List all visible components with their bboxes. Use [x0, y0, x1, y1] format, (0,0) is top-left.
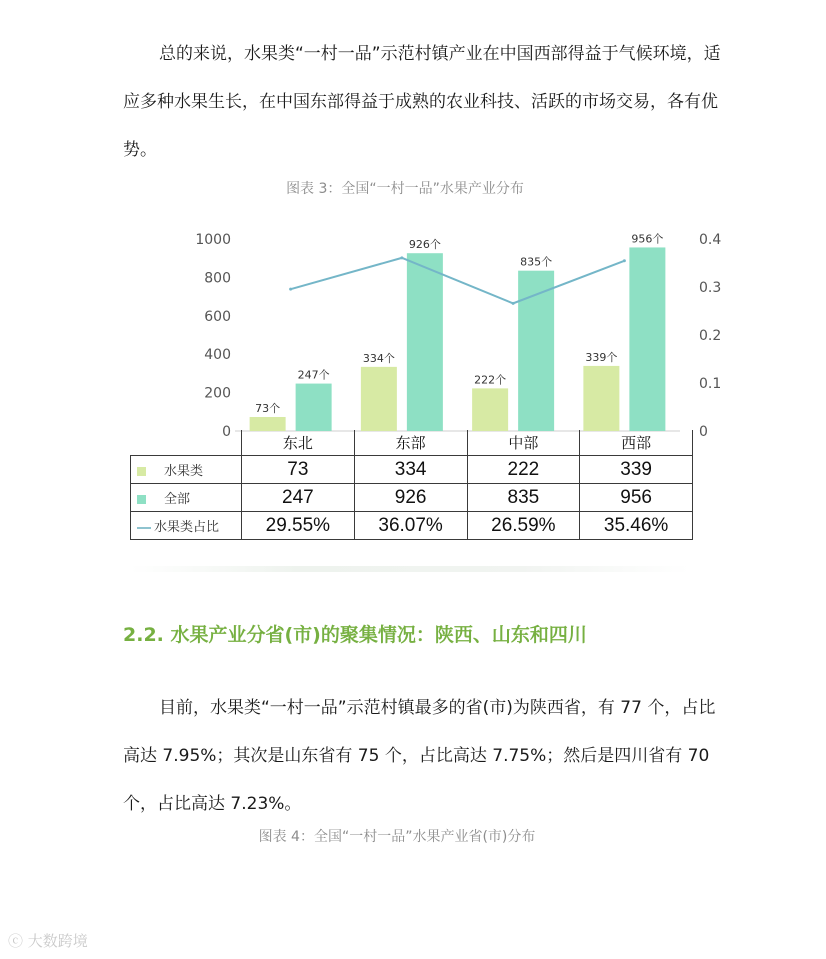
y-right-tick-label: 0.4 — [699, 232, 722, 248]
category-label: 中部 — [467, 430, 580, 456]
legend-all: 全部 — [131, 484, 242, 512]
bar-value-label: 956个 — [631, 232, 664, 246]
y-right-tick-label: 0 — [699, 424, 708, 437]
chart-caption-4: 图表 4：全国“一村一品”水果产业省(市)分布 — [258, 829, 536, 845]
bar-fruit — [583, 366, 619, 431]
category-header-row — [131, 430, 693, 456]
table-cell: 956 — [580, 484, 693, 512]
category-label: 西部 — [580, 430, 693, 456]
bar-fruit — [250, 417, 286, 431]
table-cell: 26.59% — [467, 512, 580, 540]
table-row — [131, 484, 693, 512]
y-left-tick-label: 0 — [222, 424, 231, 437]
ratio-series-line — [291, 255, 625, 304]
bar-value-label: 247个 — [297, 368, 330, 382]
table-cell: 334 — [354, 456, 467, 484]
all-swatch-icon — [137, 495, 146, 504]
bar-value-label: 835个 — [520, 255, 553, 269]
fruit-swatch-icon — [137, 467, 146, 476]
y-left-tick-label: 200 — [204, 385, 231, 402]
bar-all — [296, 384, 332, 431]
bar-value-label: 339个 — [585, 350, 618, 364]
y-left-tick-label: 400 — [204, 347, 231, 364]
table-cell: 35.46% — [580, 512, 693, 540]
bar-fruit — [472, 388, 508, 431]
bar-value-label: 334个 — [362, 351, 395, 365]
table-cell: 835 — [467, 484, 580, 512]
y-left-tick-label: 800 — [204, 270, 231, 287]
legend-ratio: 水果类占比 — [131, 512, 242, 540]
section-heading: 2.2. 水果产业分省(市)的聚集情况：陕西、山东和四川 — [123, 624, 587, 646]
table-cell: 926 — [354, 484, 467, 512]
legend-fruit: 水果类 — [131, 456, 242, 484]
bar-value-label: 73个 — [255, 401, 281, 415]
faint-divider — [130, 566, 690, 572]
paragraph-summary: 总的来说，水果类“一村一品”示范村镇产业在中国西部得益于气候环境，适应多种水果生长，在中国东部得益于成熟的农业科技、活跃的市场交易，各有优势。 — [123, 44, 721, 160]
y-right-tick-label: 0.3 — [699, 280, 722, 296]
bar-all — [407, 253, 443, 431]
chart-caption: 图表 3：全国“一村一品”水果产业分布 — [286, 181, 524, 197]
watermark: ⓒ 大数跨境 — [8, 932, 88, 950]
table-cell: 73 — [242, 456, 355, 484]
table-cell: 247 — [242, 484, 355, 512]
bar-all — [629, 247, 665, 431]
ratio-point — [623, 259, 626, 262]
ratio-point — [289, 288, 292, 291]
y-left-tick-label: 600 — [204, 308, 231, 325]
category-label: 东北 — [242, 430, 355, 456]
y-right-tick-label: 0.2 — [699, 328, 722, 344]
watermark-logo-icon: ⓒ — [8, 932, 24, 950]
ratio-point — [400, 256, 403, 259]
ratio-point — [512, 302, 515, 305]
bar-value-label: 222个 — [474, 373, 507, 387]
table-cell: 29.55% — [242, 512, 355, 540]
table-cell: 222 — [467, 456, 580, 484]
paragraph-provinces: 目前，水果类“一村一品”示范村镇最多的省(市)为陕西省，有 77 个，占比高达 7.95%；其次是山东省有 75 个，占比高达 7.75%；然后是四川省有 70 个，占比高达 7.23%。 — [123, 698, 716, 814]
table-row — [131, 512, 693, 540]
bar-fruit — [361, 367, 397, 431]
chart-data-table — [130, 430, 693, 540]
table-cell: 339 — [580, 456, 693, 484]
y-right-tick-label: 0.1 — [699, 376, 722, 392]
table-row — [131, 456, 693, 484]
fruit-distribution-chart — [185, 225, 725, 437]
header-corner — [131, 430, 242, 456]
bar-value-label: 926个 — [408, 238, 441, 252]
table-cell: 36.07% — [354, 512, 467, 540]
ratio-line-icon — [137, 527, 151, 529]
category-label: 东部 — [354, 430, 467, 456]
y-left-tick-label: 1000 — [195, 232, 231, 248]
